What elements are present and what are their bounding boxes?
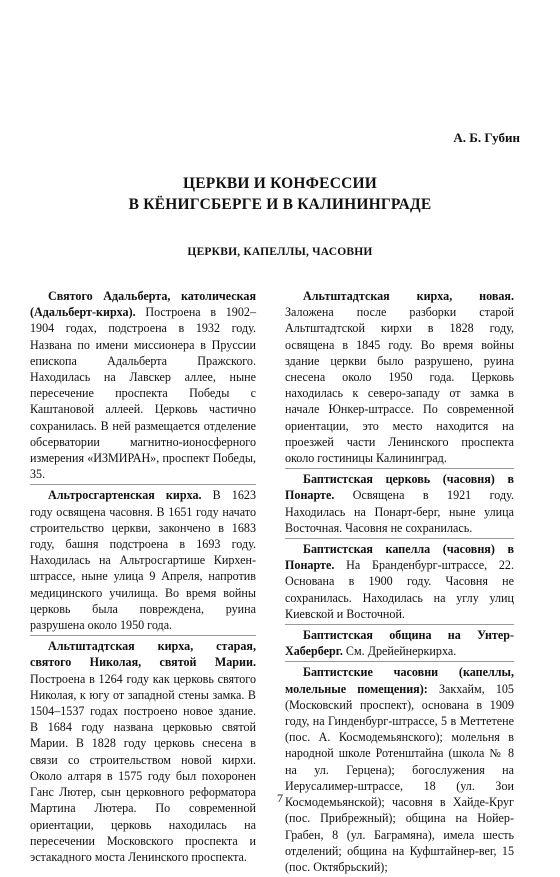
entry-heading: Баптистская церковь (часовня) в Понарте.: [285, 472, 514, 503]
page-number: 7: [277, 791, 283, 805]
entry-text: Закхайм, 105 (Московский проспект), основана в 1909 году, на Гинденбург-штрассе, 5 в Меттетене (пос. А. Космодемьянского); молельня в народной школе Ротенштайна (школа № 8 на ул. Герцена); богослужения на Иерусалимер-штрассе, 18 (ул. Зои Космодемьянской); часовня в Хайде-Круг (пос. Прибрежный); община на Нойер-Грабен, 8 (ул. Баграмяна), имела шесть отделений; община на Куфштайнер-вег, 15 (пос. Октябрьский);: [285, 681, 514, 874]
entry-heading: Баптистские часовни (капеллы, молельные помещения):: [285, 665, 514, 696]
article-title: [0, 173, 560, 215]
entry-baptist-community: [285, 624, 514, 659]
entry-heading: Святого Адальберта, католическая (Адальберт-кирха).: [30, 289, 256, 320]
entry-altstadt-new: [285, 288, 514, 466]
entry-text: На Бранденбург-штрассе, 22. Основана в 1900 году. Часовня не сохранилась. Находилась на углу улиц Киевской и Восточной.: [285, 558, 514, 621]
entry-baptist-church-ponarth: [285, 468, 514, 536]
entry-adalbert: [30, 288, 256, 482]
left-column: [30, 288, 256, 867]
entry-heading: Альтштадтская кирха, старая, святого Николая, святой Марии.: [30, 639, 256, 670]
author-name: А. Б. Губин: [453, 130, 520, 145]
entry-baptist-chapel-ponarth: [285, 538, 514, 622]
entry-baptist-chapels: [285, 661, 514, 875]
title-line-1: ЦЕРКВИ И КОНФЕССИИ: [182, 175, 378, 192]
entry-heading: Альтросгартенская кирха.: [48, 488, 202, 503]
entry-text: Заложена после разборки старой Альтштадтской кирхи в 1828 году, освящена в 1845 году. Во время войны здание церкви было разрушено, руина снесена около 1950 года. Церковь находилась к северо-западу от замка в начале Юнкер-штрассе. По современной ориентации, это место находится на проезжей части Ленинского проспекта около гостиницы Калининград.: [285, 305, 514, 466]
entry-text: В 1623 году освящена часовня. В 1651 году начато строительство церкви, закончено в 1683 году, башня подстроена в 1693 году. Находилась на Альтросгартише Кирхен-штрассе, ныне улица 9 Апреля, напротив медицинского училища. Во время войны церковь была повреждена, руина разрушена около 1950 года.: [30, 488, 256, 633]
entry-text: Построена в 1264 году как церковь святого Николая, к югу от западной стены замка. В 1504–1537 годах построено новое здание. В 1684 году названа церковью святой Марии. В 1828 году церковь снесена в связи со строительством новой кирхи. Около алтаря в 1575 году был похоронен Ганс Лютер, сын церковного реформатора Мартина Лютера. По современной ориентации, церковь находилась на пересечении Московского проспекта и эстакадного моста Ленинского проспекта.: [30, 671, 256, 864]
entry-altrossgarten: [30, 484, 256, 633]
entry-heading: Баптистская община на Унтер-Хаберберг.: [285, 628, 514, 659]
title-line-2: В КЁНИГСБЕРГЕ И В КАЛИНИНГРАДЕ: [128, 196, 432, 213]
right-column: [285, 288, 514, 877]
entry-text: См. Дрейейнеркирха.: [342, 644, 457, 659]
entry-text: Построена в 1902–1904 годах, подстроена в 1932 году. Названа по имени миссионера в Пруссии епископа Адальберта Пражского. Находилась на Лавскер аллее, ныне пересечение проспекта Победы с Каштановой аллеей. Церковь частично сохранилась. В ней размещается отделение обсерватории магнитно-ионосферного измерения «ИЗМИРАН», проспект Победы, 35.: [30, 305, 256, 482]
entry-text: Освящена в 1921 году. Находилась на Понарт-берг, ныне улица Восточная. Часовня не сохранилась.: [285, 488, 514, 535]
entry-heading: Баптистская капелла (часовня) в Понарте.: [285, 542, 514, 573]
entry-heading: Альтштадтская кирха, новая.: [303, 289, 514, 303]
section-subtitle: ЦЕРКВИ, КАПЕЛЛЫ, ЧАСОВНИ: [187, 246, 373, 258]
entry-altstadt-old: [30, 635, 256, 865]
